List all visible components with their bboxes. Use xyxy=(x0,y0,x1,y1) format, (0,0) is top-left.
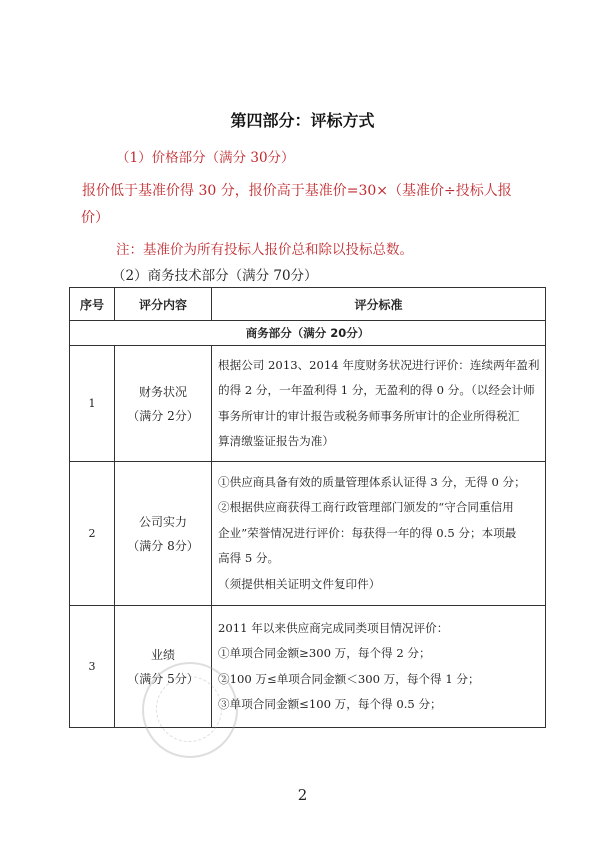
scoring-table xyxy=(69,287,546,728)
standard-line: ③单项合同金额≤100 万，每个得 0.5 分； xyxy=(218,697,442,711)
page-number: 2 xyxy=(297,786,308,804)
standard-line: 算清缴鉴证报告为准） xyxy=(218,434,334,448)
row-standard xyxy=(212,606,546,728)
header-content: 评分内容 xyxy=(115,288,212,321)
content-name: 财务状况 xyxy=(138,384,187,399)
table-row xyxy=(70,346,546,462)
business-section-title: （2）商务技术部分（满分 70分） xyxy=(112,268,318,284)
header-number: 序号 xyxy=(70,288,115,321)
row-number: 2 xyxy=(70,462,115,606)
price-section-title: （1）价格部分（满分 30分） xyxy=(116,150,295,166)
standard-line: ①供应商具备有效的质量管理体系认证得 3 分，无得 0 分； xyxy=(218,474,526,489)
standard-line: 事务所审计的审计报告或税务师事务所审计的企业所得税汇 xyxy=(218,408,520,423)
row-standard xyxy=(212,346,546,462)
content-name: 业绩 xyxy=(150,647,175,662)
content-max-score: （满分 2分） xyxy=(127,408,199,423)
row-standard xyxy=(212,462,546,606)
content-name: 公司实力 xyxy=(138,514,187,529)
standard-line: ②根据供应商获得工商行政管理部门颁发的“守合同重信用 xyxy=(218,500,514,515)
price-rule-line-1: 报价低于基准价得 30 分，报价高于基准价=30×（基准价÷投标人报 xyxy=(82,183,512,199)
standard-line: 根据公司 2013、2014 年度财务状况进行评价：连续两年盈利 xyxy=(218,357,540,372)
standard-line: （须提供相关证明文件复印件） xyxy=(218,576,381,591)
standard-line: 2011 年以来供应商完成同类项目情况评价： xyxy=(218,620,449,635)
table-row xyxy=(70,462,546,606)
row-content xyxy=(115,462,212,606)
content-max-score: （满分 5分） xyxy=(127,671,199,686)
faint-seal-stamp xyxy=(142,662,238,758)
table-header-row xyxy=(70,288,546,321)
section-heading: 第四部分：评标方式 xyxy=(230,111,375,130)
standard-line: 的得 2 分，一年盈利得 1 分，无盈利的得 0 分。（以经会计师 xyxy=(218,383,535,397)
standard-line: 高得 5 分。 xyxy=(218,551,280,566)
row-number: 3 xyxy=(70,606,115,728)
group-title: 商务部分（满分 20分） xyxy=(70,321,546,346)
price-note: 注：基准价为所有投标人报价总和除以投标总数。 xyxy=(116,242,413,258)
price-rule-line-2: 价） xyxy=(81,210,109,226)
standard-line: ②100 万≤单项合同金额＜300 万，每个得 1 分； xyxy=(218,671,480,686)
row-number: 1 xyxy=(70,346,115,462)
header-standard: 评分标准 xyxy=(212,288,546,321)
row-content xyxy=(115,346,212,462)
seal-inner-ring xyxy=(156,676,222,742)
table-group-row xyxy=(70,321,546,346)
content-max-score: （满分 8分） xyxy=(127,538,199,553)
standard-line: ①单项合同金额≥300 万，每个得 2 分； xyxy=(218,646,431,660)
standard-line: 企业”荣誉情况进行评价：每获得一年的得 0.5 分；本项最 xyxy=(218,525,517,540)
table-row xyxy=(70,606,546,728)
